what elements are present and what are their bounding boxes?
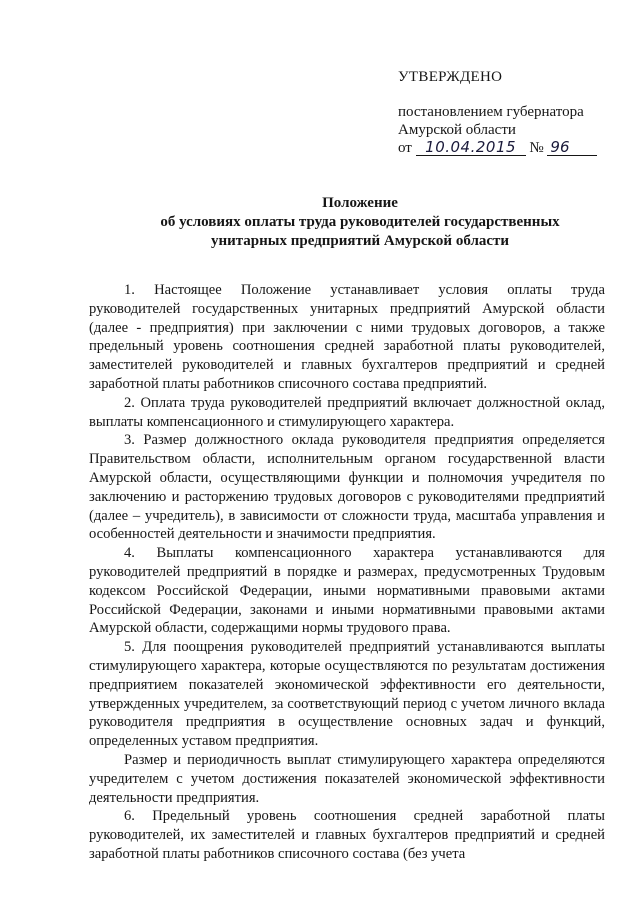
paragraph-3: 3. Размер должностного оклада руководителя предприятия определяется Правительством области, исполнительным органом государственной власти Амурской области, осуществляющими функции и полномочия учредителя по заключению и расторжению трудовых договоров с руководителями предприятий (далее – учредитель), в зависимости от сложности труда, масштаба управления и особенностей деятельности и значимости предприятия. (89, 432, 605, 543)
title-line-3: унитарных предприятий Амурской области (210, 233, 510, 249)
paragraph-4: 4. Выплаты компенсационного характера устанавливаются для руководителей предприятий в порядке и размерах, предусмотренных Трудовым кодексом Российской Федерации, иными нормативными правовыми актами Российской Федерации, законами и иными нормативными правовыми актами Амурской области, содержащими нормы трудового права. (89, 545, 605, 637)
approval-block (398, 68, 628, 157)
title-line-1: Положение (322, 195, 398, 211)
paragraph-6: 6. Предельный уровень соотношения средней заработной платы руководителей, их заместителей и главных бухгалтеров предприятий и средней заработной платы работников списочного состава (без учета (89, 808, 605, 862)
paragraph-1: 1. Настоящее Положение устанавливает условия оплаты труда руководителей государственных унитарных предприятий Амурской области (далее - предприятия) при заключении с ними трудовых договоров, а также предельный уровень соотношения средней заработной платы руководителей, заместителей руководителей и главных бухгалтеров предприятий и средней заработной платы работников списочного состава предприятий. (89, 282, 605, 392)
number-sign: № (529, 140, 544, 156)
handwritten-number: 96 (547, 140, 597, 156)
approval-line-1: постановлением губернатора (398, 104, 584, 120)
document-title (80, 194, 640, 251)
paragraph-5: 5. Для поощрения руководителей предприятий устанавливаются выплаты стимулирующего характера, которые осуществляются по результатам достижения предприятием показателей экономической эффективности его деятельности, утвержденных учредителем, за соответствующий период с учетом личного вклада руководителя предприятия в осуществление основных задач и функций, определенных уставом предприятия. (89, 639, 605, 750)
title-line-2: об условиях оплаты труда руководителей государственных (160, 214, 560, 230)
approval-date-line (398, 139, 628, 157)
approval-heading: УТВЕРЖДЕНО (398, 69, 503, 85)
document-body (89, 281, 605, 864)
paragraph-2: 2. Оплата труда руководителей предприятий включает должностной оклад, выплаты компенсационного и стимулирующего характера. (89, 394, 605, 430)
handwritten-date: 10.04.2015 (416, 140, 526, 156)
date-prefix: от (398, 140, 412, 156)
paragraph-5-continued: Размер и периодичность выплат стимулирующего характера определяются учредителем с учетом достижения показателей экономической эффективности деятельности предприятия. (89, 751, 605, 806)
approval-line-2: Амурской области (398, 122, 516, 138)
